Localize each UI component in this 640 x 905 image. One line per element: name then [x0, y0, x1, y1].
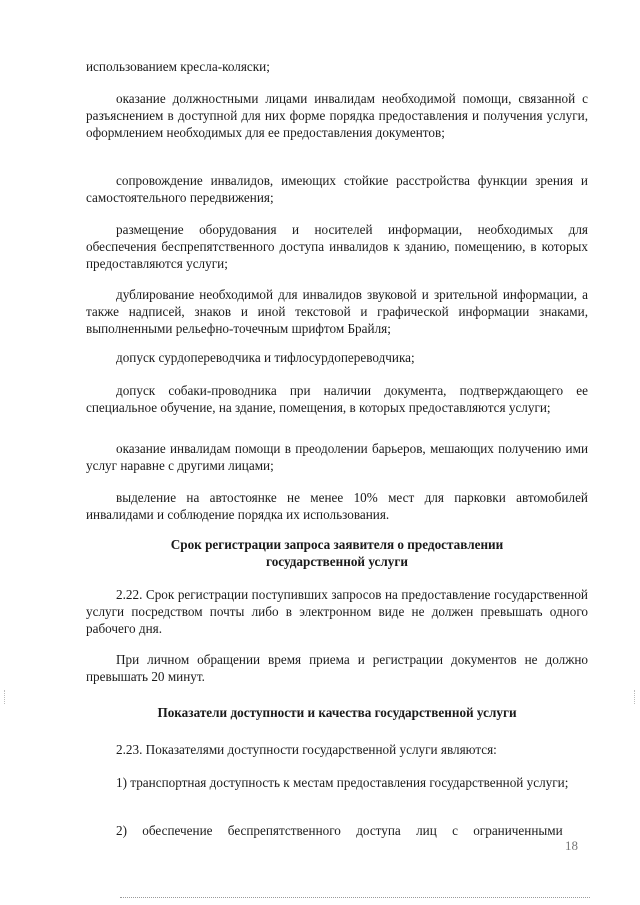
paragraph-parking: выделение на автостоянке не менее 10% мест для парковки автомобилей инвалидами и соблюдение порядка их использования. [86, 490, 588, 522]
paragraph-2-23: 2.23. Показателями доступности государственной услуги являются: [116, 742, 497, 757]
paragraph-sign-interpreter: допуск сурдопереводчика и тифлосурдопереводчика; [116, 350, 415, 365]
scan-margin-mark-left [4, 690, 5, 704]
paragraph-barriers: оказание инвалидам помощи в преодолении барьеров, мешающих получению ими услуг наравне с другими лицами; [86, 441, 588, 473]
paragraph-guide-dog: допуск собаки-проводника при наличии документа, подтверждающего ее специальное обучение, на здание, помещения, в которых предоставляются услуги; [86, 383, 588, 415]
paragraph-escort: сопровождение инвалидов, имеющих стойкие расстройства функции зрения и самостоятельного передвижения; [86, 173, 588, 205]
paragraph-personal-appeal: При личном обращении время приема и регистрации документов не должно превышать 20 минут. [86, 652, 588, 684]
section-heading-accessibility: Показатели доступности и качества государственной услуги [157, 705, 517, 720]
paragraph-braille: дублирование необходимой для инвалидов звуковой и зрительной информации, а также надписей, знаков и иной текстовой и графической информации знаками, выполненными рельефно-точечным шрифтом Брайля; [86, 287, 588, 336]
paragraph-item-2: 2) обеспечение беспрепятственного доступа лиц с ограниченными [116, 823, 563, 838]
paragraph-item-1: 1) транспортная доступность к местам предоставления государственной услуги; [116, 775, 569, 790]
paragraph-2-22: 2.22. Срок регистрации поступивших запросов на предоставление государственной услуги посредством почты либо в электронном виде не должен превышать одного рабочего дня. [86, 587, 588, 636]
scan-margin-mark-right [634, 690, 635, 704]
page-number: 18 [565, 838, 578, 853]
scan-edge-line [120, 897, 590, 898]
section-heading-registration: Срок регистрации запроса заявителя о предоставлении государственной услуги [170, 537, 504, 569]
paragraph-equipment-placement: размещение оборудования и носителей информации, необходимых для обеспечения беспрепятственного доступа инвалидов к зданию, помещению, в которых предоставляются услуги; [86, 222, 588, 271]
paragraph-official-assistance: оказание должностными лицами инвалидам необходимой помощи, связанной с разъяснением в доступной для них форме порядка предоставления и получения услуги, оформлением необходимых для ее предоставления документов; [86, 91, 588, 140]
paragraph-wheelchair: использованием кресла-коляски; [86, 59, 270, 74]
